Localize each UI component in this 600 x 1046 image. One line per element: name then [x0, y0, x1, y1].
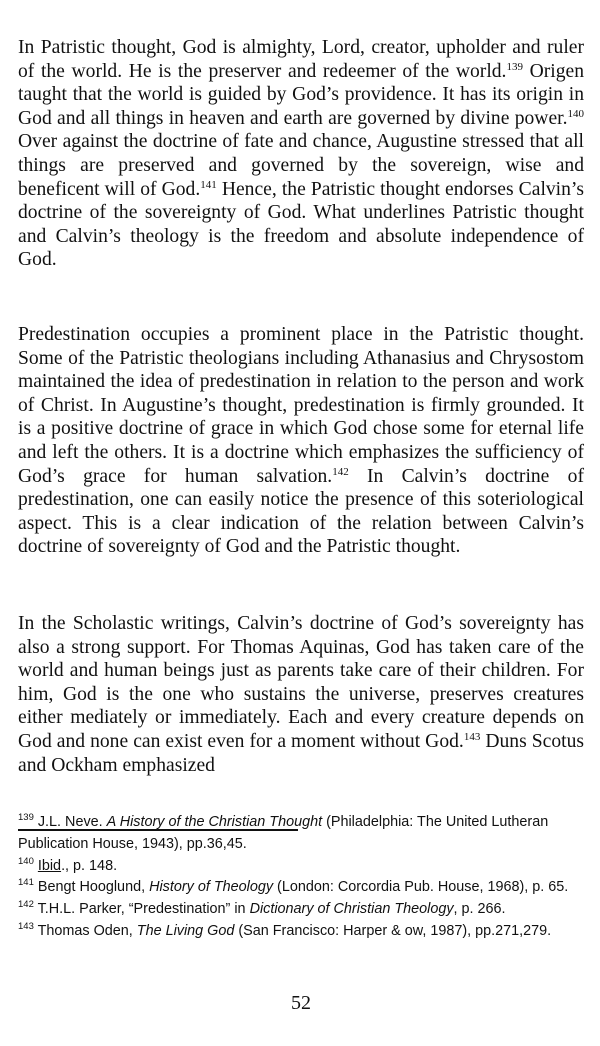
footnotes [18, 812, 584, 943]
paragraph-scholastic [18, 612, 584, 777]
footnote-text: ., p. 148. [61, 857, 118, 874]
book-page [18, 0, 584, 1046]
footnote-title: Ibid [37, 857, 62, 874]
footnote-ref: 143 [463, 730, 481, 743]
footnote-text: T.H.L. Parker, “Predestination” in [33, 901, 250, 918]
footnote-text: (London: Corcordia Pub. House, 1968), p. 65. [273, 879, 569, 896]
footnote-143 [18, 921, 584, 943]
paragraph-predestination [18, 323, 584, 559]
footnote-142 [18, 899, 584, 921]
footnote-title: The Living God [136, 922, 235, 939]
footnote-ref: 139 [506, 60, 523, 73]
paragraph-text: Origen taught that the world is guided by God’s providence. It has its origin in God and all things in heaven and earth are governed by divine power. [18, 60, 584, 129]
page-number: 52 [291, 992, 311, 1014]
footnote-title: Dictionary of Christian Theology [249, 901, 454, 918]
footnote-number: 140 [18, 855, 34, 867]
footnote-ref: 141 [200, 178, 217, 191]
paragraph-text: Predestination occupies a prominent place in the Patristic thought. Some of the Patristic theologians including Athanasius and Chrysostom maintained the idea of predestination in relation to the person and work of Christ. In Augustine’s thought, predestination is firmly grounded. It is a positive doctrine of grace in which God chose some for eternal life and left the others. It is a doctrine which emphasizes the sufficiency of God’s grace for human salvation. [18, 324, 584, 487]
footnote-140 [18, 856, 584, 878]
footnote-ref: 142 [332, 465, 349, 478]
footnote-ref: 140 [567, 107, 584, 120]
footnote-139 [18, 812, 584, 856]
footnote-text: J.L. Neve. [33, 814, 107, 830]
footnote-text: Bengt Hooglund, [33, 879, 150, 896]
footnote-text: (Philadelphia: The United Lutheran Publication House, 1943), pp.36,45. [18, 814, 549, 852]
footnote-number: 141 [18, 877, 34, 889]
footnote-title: History of Theology [149, 879, 274, 896]
paragraph-text: Hence, the Patristic thought endorses Calvin’s doctrine of the sovereignty of God. What underlines Patristic thought and Calvin’s theology is the freedom and absolute independence of God. [18, 178, 584, 271]
footnote-text: Thomas Oden, [33, 922, 137, 939]
paragraph-text: Over against the doctrine of fate and chance, Augustine stressed that all things are preserved and governed by the sovereign, wise and beneficent will of God. [18, 131, 584, 200]
footnote-text: (San Francisco: Harper & ow, 1987), pp.271,279. [234, 922, 552, 939]
footnote-title: A History of the Christian Thought [106, 814, 323, 830]
footnote-text: , p. 266. [453, 901, 506, 918]
paragraph-text: In the Scholastic writings, Calvin’s doctrine of God’s sovereignty has also a strong support. For Thomas Aquinas, God has taken care of the world and human beings just as parents take care of their children. For him, God is the one who sustains the universe, preserves creatures either mediately or immediately. Each and every creature depends on God and none can exist even for a moment without God. [18, 613, 584, 752]
paragraph-text: Duns Scotus and Ockham emphasized [18, 730, 584, 776]
footnote-number: 143 [18, 920, 34, 932]
paragraph-patristic-sovereignty [18, 36, 584, 272]
footnote-number: 142 [18, 899, 34, 911]
paragraph-text: In Calvin’s doctrine of predestination, one can easily notice the presence of this soteriological aspect. This is a clear indication of the relation between Calvin’s doctrine of sovereignty of God and the Patristic thought. [18, 465, 584, 558]
footnote-number: 139 [18, 812, 34, 823]
paragraph-text: In Patristic thought, God is almighty, Lord, creator, upholder and ruler of the world. He is the preserver and redeemer of the world. [18, 37, 584, 82]
footnote-141 [18, 877, 584, 899]
